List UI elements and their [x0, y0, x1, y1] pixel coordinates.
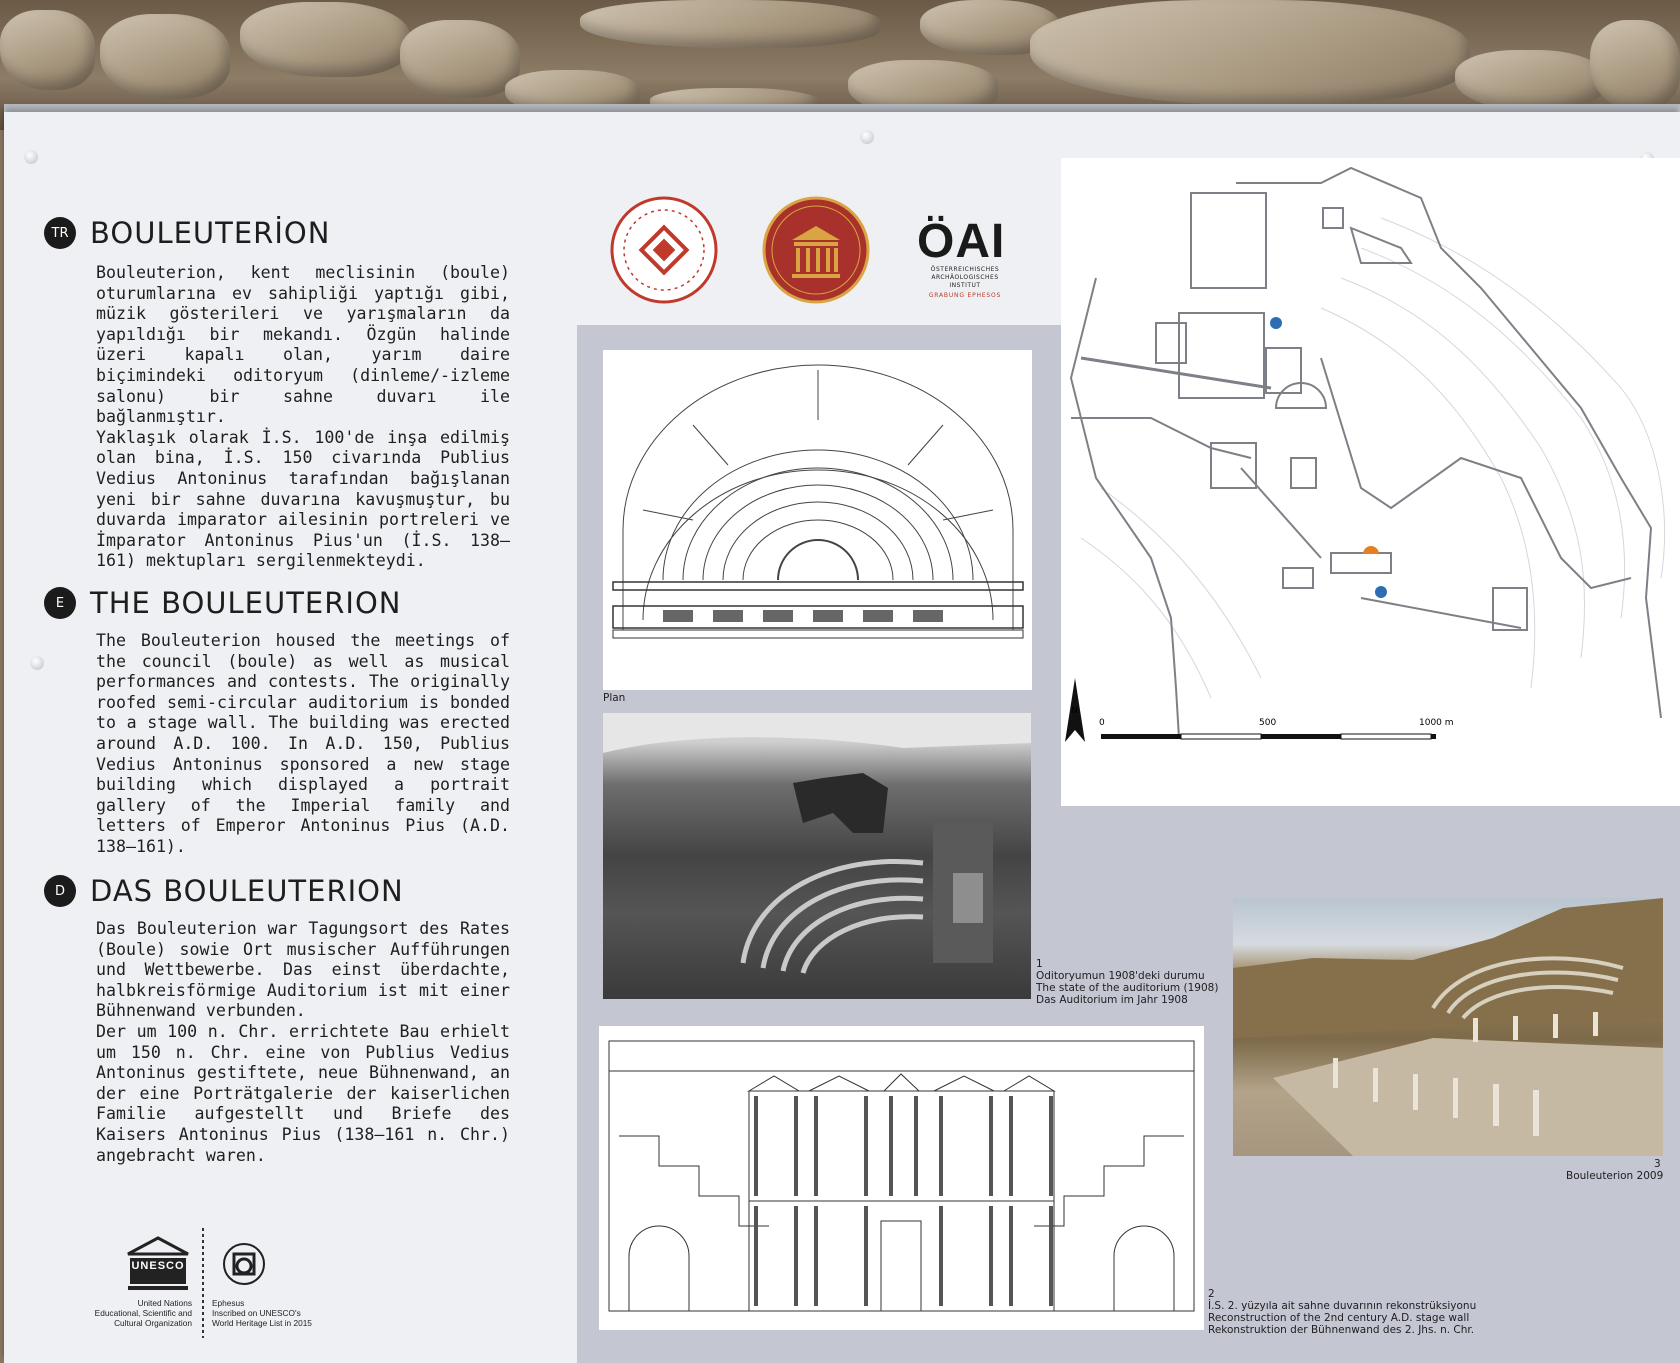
ministry-logo: [610, 196, 718, 304]
stone: [1030, 0, 1470, 105]
reconstruction-drawing: [599, 1026, 1204, 1330]
caption-photo3-number: 3: [1654, 1158, 1661, 1170]
footer-divider: [202, 1228, 204, 1338]
photo-auditorium-1908: [603, 713, 1031, 999]
rivet: [24, 150, 38, 164]
caption-photo2: İ.S. 2. yüzyıla ait sahne duvarının rekonstrüksiyonu Reconstruction of the 2nd century A.D. stage wall Rekonstruktion der Bühnenwand des 2. Jhs. n. Chr.: [1208, 1300, 1477, 1336]
section-body-tr: Bouleuterion, kent meclisinin (boule) oturumlarına ev sahipliği yaptığı gibi, müzik gösterileri ve yarışmaların da yapıldığı bir mekandı. Özgün halinde üzeri kapalı olan, yarım daire biçimindeki oditoryum (dinleme/-izleme salonu) bir sahne duvarı ile bağlanmıştır. Yaklaşık olarak İ.S. 100'de inşa edilmiş olan bina, İ.S. 150 civarında Publius Vedius Antoninus tarafından bağışlanan yeni bir sahne duvarına kavuşmuştur, bu duvarda imparator ailesinin portreleri ve İmparator Antoninus Pius'un (İ.S. 138–161) mektupları sergilenmekteydi.: [96, 263, 510, 571]
unesco-wordmark: UNESCO: [131, 1260, 185, 1272]
scale-label-1000: 1000 m: [1419, 718, 1454, 728]
stone: [1455, 50, 1605, 110]
section-de-header: [44, 874, 404, 908]
section-body-en: The Bouleuterion housed the meetings of the council (boule) as well as musical performances and contests. The originally roofed semi-circular auditorium is bonded to a stage wall. The building was erected around A.D. 100. In A.D. 150, Publius Vedius Antoninus sponsored a new stage building which displayed a portrait gallery of the Imperial family and letters of Emperor Antoninus Pius (A.D. 138–161).: [96, 631, 510, 856]
site-map: [1061, 158, 1680, 806]
section-en-header: [44, 586, 401, 620]
section-title-tr: BOULEUTERİON: [90, 216, 331, 250]
stone: [0, 10, 95, 90]
stone: [580, 0, 880, 48]
language-badge-en: E: [44, 587, 76, 619]
section-tr-header: [44, 216, 330, 250]
caption-plan: Plan: [603, 692, 626, 704]
oai-logo: ÖAI: [917, 215, 1006, 268]
caption-photo2-number: 2: [1208, 1288, 1215, 1300]
north-label: N: [1071, 706, 1078, 716]
stone: [400, 20, 520, 98]
world-heritage-emblem: [222, 1242, 266, 1286]
scale-label-500: 500: [1259, 718, 1277, 728]
caption-photo1: Oditoryumun 1908'deki durumu The state of the auditorium (1908) Das Auditorium im Jahr 1908: [1036, 970, 1219, 1006]
rivet: [30, 656, 44, 670]
stone: [100, 14, 230, 99]
language-badge-tr: TR: [44, 217, 76, 249]
info-marker-icon: [1375, 586, 1387, 598]
photo-bouleuterion-2009: [1233, 898, 1663, 1156]
caption-photo1-number: 1: [1036, 958, 1043, 970]
section-body-de: Das Bouleuterion war Tagungsort des Rates (Boule) sowie Ort musischer Aufführungen und Wettbewerbe. Das einst überdachte, halbkreisförmige Auditorium ist mit einer Bühnenwand verbunden. Der um 100 n. Chr. errichtete Bau erhielt um 150 n. Chr. eine von Publius Vedius Antoninus gestiftete, neue Bühnenwand, an der eine Porträtgalerie der kaiserlichen Familie aufgestellt und Briefe des Kaisers Antoninus Pius (138–161 n. Chr.) angebracht waren.: [96, 919, 510, 1165]
ephesus-heritage-text: Ephesus Inscribed on UNESCO's World Heritage List in 2015: [212, 1298, 312, 1328]
info-marker-icon: [1270, 317, 1282, 329]
caption-photo3: Bouleuterion 2009: [1566, 1170, 1664, 1182]
location-marker-icon: [1363, 546, 1379, 554]
plan-drawing: [603, 350, 1032, 690]
ephesus-museum-logo: [762, 196, 870, 304]
oai-subtitle-excavation: GRABUNG EPHESOS: [928, 292, 1002, 299]
stone: [1590, 20, 1680, 110]
section-title-de: DAS BOULEUTERION: [90, 874, 404, 908]
rivet: [860, 130, 874, 144]
unesco-organization-text: United Nations Educational, Scientific and Cultural Organization: [94, 1298, 192, 1328]
language-badge-de: D: [44, 875, 76, 907]
scale-label-0: 0: [1099, 718, 1105, 728]
stone: [240, 2, 410, 77]
oai-subtitle: ÖSTERREICHISCHES ARCHÄOLOGISCHES INSTITUT: [930, 266, 1000, 289]
section-title-en: THE BOULEUTERION: [90, 586, 402, 620]
